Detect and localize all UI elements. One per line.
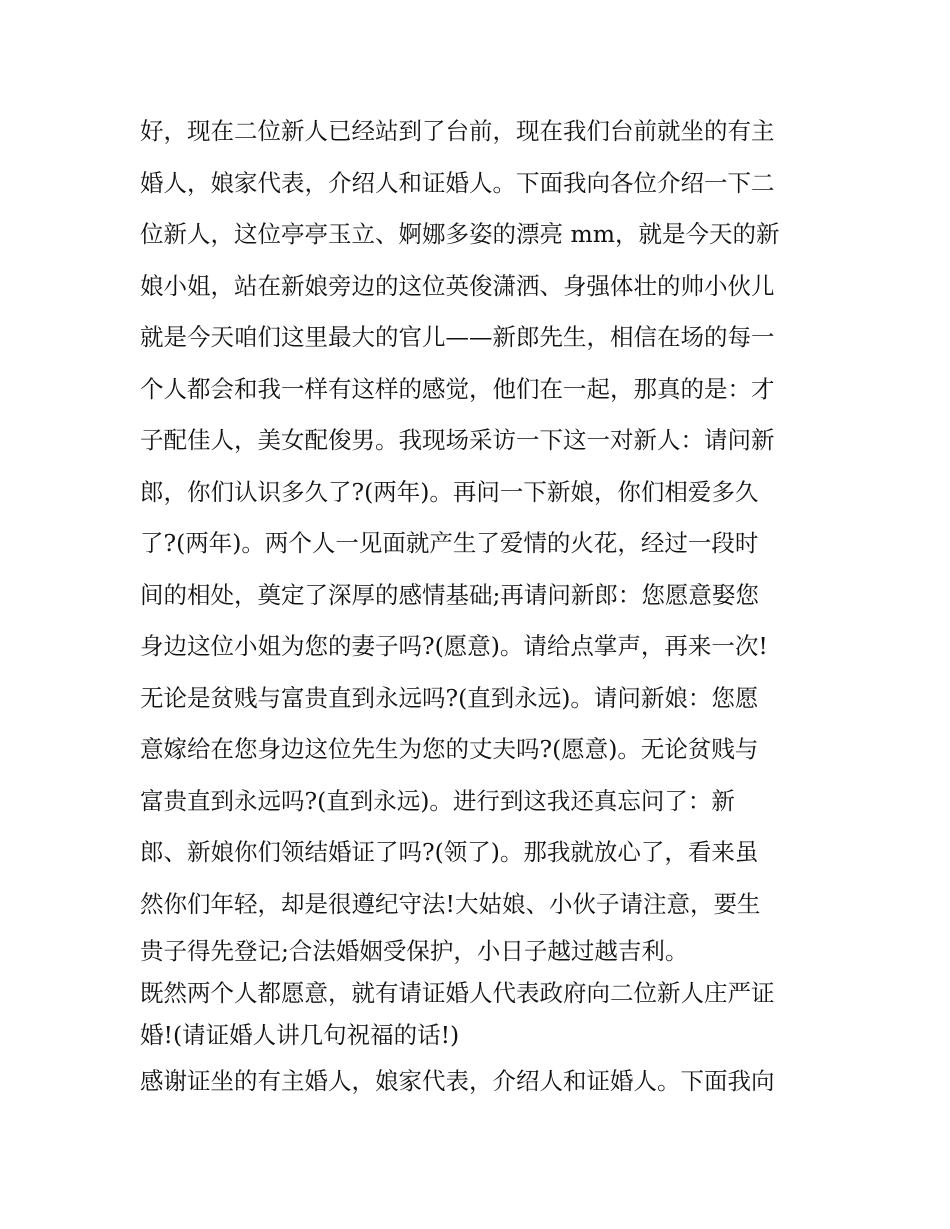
text-line: 好，现在二位新人已经站到了台前，现在我们台前就坐的有主 [140, 117, 775, 145]
text-line: 贵子得先登记;合法婚姻受保护，小日子越过越吉利。 [140, 937, 689, 965]
text-line: 就是今天咱们这里最大的官儿——新郎先生，相信在场的每一 [140, 323, 775, 351]
text-line: 富贵直到永远吗?(直到永远)。进行到这我还真忘问了：新 [140, 786, 735, 815]
text-line: 了?(两年)。两个人一见面就产生了爱情的火花，经过一段时 [140, 529, 759, 557]
text-line: 婚!(请证婚人讲几句祝福的话!) [140, 1021, 460, 1049]
text-line: 间的相处，奠定了深厚的感情基础;再请问新郎：您愿意娶您 [140, 580, 759, 609]
paragraph-3 [140, 1060, 820, 1102]
text-line: 子配佳人，美女配俊男。我现场采访一下这一对新人：请问新 [140, 426, 775, 454]
text-line: 身边这位小姐为您的妻子吗?(愿意)。请给点掌声，再来一次! [140, 632, 768, 660]
document-body [140, 106, 820, 1102]
text-line: 位新人，这位亭亭玉立、婀娜多姿的漂亮 mm，就是今天的新 [140, 220, 780, 248]
text-line: 郎、新娘你们领结婚证了吗?(领了)。那我就放心了，看来虽 [140, 838, 759, 866]
text-line: 郎，你们认识多久了?(两年)。再问一下新娘，你们相爱多久 [140, 477, 759, 506]
text-line: 意嫁给在您身边这位先生为您的丈夫吗?(愿意)。无论贫贱与 [140, 735, 759, 763]
text-line: 无论是贫贱与富贵直到永远吗?(直到永远)。请问新娘：您愿 [140, 683, 759, 712]
text-line: 个人都会和我一样有这样的感觉，他们在一起，那真的是：才 [140, 374, 775, 403]
paragraph-2 [140, 972, 820, 1056]
text-line: 既然两个人都愿意，就有请证婚人代表政府向二位新人庄严证 [140, 979, 775, 1007]
text-line: 娘小姐，站在新娘旁边的这位英俊潇洒、身强体壮的帅小伙儿 [140, 271, 775, 300]
text-line: 然你们年轻，却是很遵纪守法!大姑娘、小伙子请注意，要生 [140, 889, 761, 918]
text-line: 感谢证坐的有主婚人，娘家代表，介绍人和证婚人。下面我向 [140, 1067, 775, 1095]
paragraph-1 [140, 106, 820, 972]
text-line: 婚人，娘家代表，介绍人和证婚人。下面我向各位介绍一下二 [140, 168, 775, 197]
